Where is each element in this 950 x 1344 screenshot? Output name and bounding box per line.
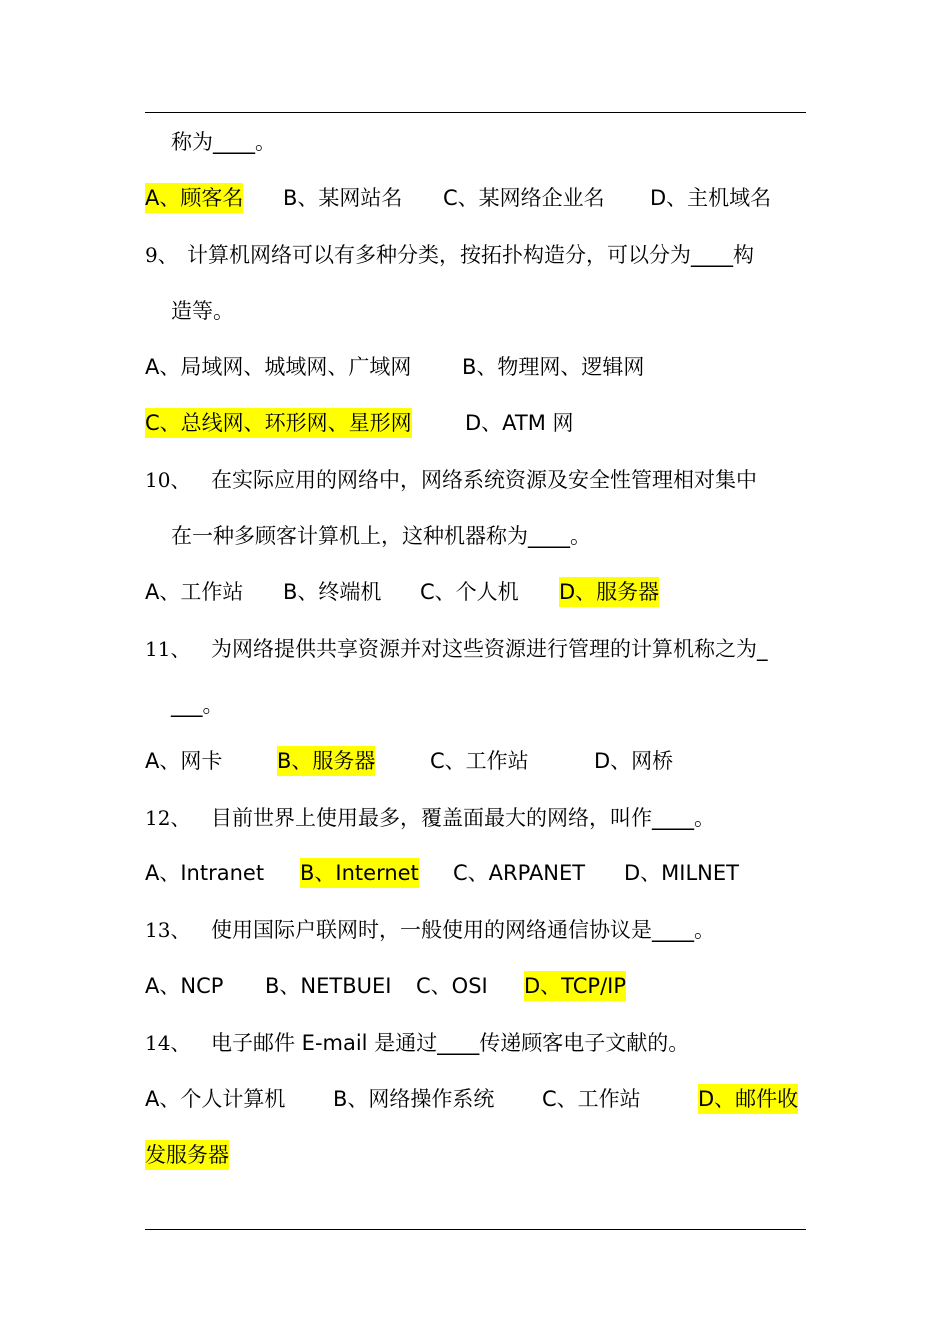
footer-rule <box>145 1229 806 1230</box>
q10-text-line1: 在实际应用的网络中，网络系统资源及安全性管理相对集中 <box>211 468 757 492</box>
q13-number: 13、 <box>145 918 191 942</box>
q13-option-a: A、NCP <box>145 974 224 998</box>
q13-text-line1: 使用国际户联网时，一般使用的网络通信协议是____。 <box>211 918 715 942</box>
q10-text-line2: 在一种多顾客计算机上，这种机器称为____。 <box>171 524 591 548</box>
q11-option-a: A、网卡 <box>145 749 223 773</box>
q14-option-d-continued: 发服务器 <box>145 1140 229 1170</box>
q9-option-b: B、物理网、逻辑网 <box>462 355 645 379</box>
q12-text-line1: 目前世界上使用最多，覆盖面最大的网络，叫作____。 <box>211 806 715 830</box>
q12-option-b: B、Internet <box>300 858 419 888</box>
q13-option-d: D、TCP/IP <box>524 971 626 1001</box>
q11-option-d: D、网桥 <box>594 749 674 773</box>
q10-option-b: B、终端机 <box>283 580 382 604</box>
header-rule <box>145 112 806 113</box>
q10-option-c: C、个人机 <box>420 580 519 604</box>
q8-continuation: 称为____。 <box>171 130 276 154</box>
q8-option-d: D、主机域名 <box>650 186 772 210</box>
q9-text-line1: 计算机网络可以有多种分类，按拓扑构造分，可以分为____构 <box>187 243 754 267</box>
q11-option-c: C、工作站 <box>430 749 529 773</box>
q9-option-d: D、ATM 网 <box>465 411 574 435</box>
q12-option-d: D、MILNET <box>624 861 739 885</box>
q14-text-line1: 电子邮件 E-mail 是通过____传递顾客电子文献的。 <box>211 1031 690 1055</box>
q12-option-a: A、Intranet <box>145 861 265 885</box>
q11-text-line1: 为网络提供共享资源并对这些资源进行管理的计算机称之为_ <box>211 637 768 661</box>
q9-option-c: C、总线网、环形网、星形网 <box>145 408 412 438</box>
q9-number: 9、 <box>145 243 178 267</box>
q11-option-b: B、服务器 <box>277 746 375 776</box>
q8-option-b: B、某网站名 <box>283 186 403 210</box>
q10-option-a: A、工作站 <box>145 580 244 604</box>
q14-option-c: C、工作站 <box>542 1087 641 1111</box>
q10-option-d: D、服务器 <box>559 577 659 607</box>
q9-option-a: A、局域网、城域网、广域网 <box>145 355 412 379</box>
q8-option-c: C、某网络企业名 <box>443 186 605 210</box>
q14-option-b: B、网络操作系统 <box>333 1087 495 1111</box>
q10-number: 10、 <box>145 468 191 492</box>
q14-number: 14、 <box>145 1031 191 1055</box>
q11-text-line2: ___。 <box>171 693 224 717</box>
q14-option-d: D、邮件收 <box>698 1084 798 1114</box>
q13-option-c: C、OSI <box>416 974 488 998</box>
q12-number: 12、 <box>145 806 191 830</box>
q8-option-a: A、顾客名 <box>145 183 243 213</box>
q12-option-c: C、ARPANET <box>453 861 586 885</box>
q13-option-b: B、NETBUEI <box>265 974 392 998</box>
q14-option-a: A、个人计算机 <box>145 1087 286 1111</box>
q9-text-line2: 造等。 <box>171 299 234 323</box>
q11-number: 11、 <box>145 637 191 661</box>
